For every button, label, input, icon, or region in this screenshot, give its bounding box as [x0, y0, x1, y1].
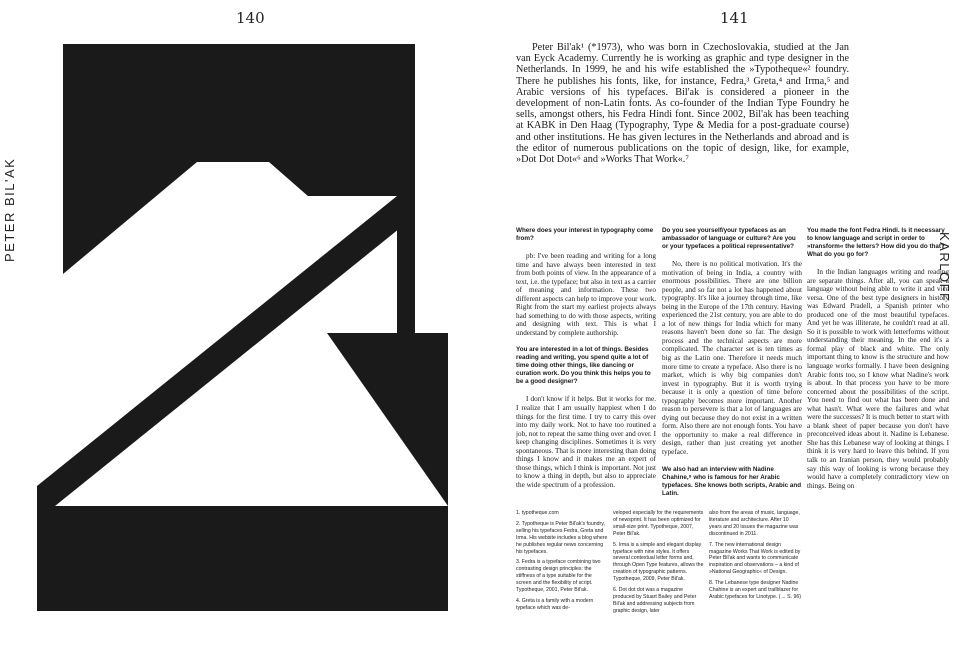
- page-number-right: 141: [720, 9, 749, 27]
- z-bottom-bar: [37, 506, 448, 611]
- interview-answer: pb: I've been reading and writing for a long time and have always been interested in text from both points of view. In the appearance of a text, i.e. the typeface; but also in text as a carrier of meaning and information. These two different aspects can help to improve your work. Right from the start my earliest projects always had something to do with those aspects, writing and designing with text. This is what I understand by complete authorship.: [516, 252, 656, 337]
- footnote: 5. Irma is a simple and elegant display typeface with nine styles. It offers several contextual letter forms and, through Open Type features, allows the creation of typographic patterns. Typotheque, 2009, Peter Bil'ak.: [613, 541, 704, 583]
- footnotes-column-3: [709, 510, 801, 605]
- side-label-right: KARLOFF: [937, 232, 952, 303]
- bio-paragraph: Peter Bil'ak¹ (*1973), who was born in Czechoslovakia, studied at the Jan van Eyck Academy. Currently he is working as graphic and type designer in the Netherlands. In 1999, he and his wife established the »Typotheque«² foundry. There he publishes his fonts, like, for instance, Fedra,³ Greta,⁴ and Irma,⁵ and Arabic versions of his typefaces. Bil'ak is considered a pioneer in the development of non-Latin fonts. As co-founder of the Indian Type Foundry he sells, amongst others, his Fedra Hindi font. Since 2002, Bil'ak has been teaching at KABK in Den Haag (Typography, Type & Media for a post-graduate course) and other institutions. He has given lectures in the Netherlands and abroad and is the editor of numerous publications on the topic of design, like, for example, »Dot Dot Dot«⁶ and »Works That Work«.⁷: [516, 42, 849, 166]
- interview-question: You are interested in a lot of things. Besides reading and writing, you spend quite a lot of time doing other things, like dancing or curation work. Do you think this helps you to be a good designer?: [516, 346, 651, 386]
- footnote: 2. Typotheque is Peter Bil'ak's foundry, selling his typefaces Fedra, Greta and Irma. His website includes a blog where he publishes regular news concerning his typefaces.: [516, 520, 608, 555]
- interview-column-1: [516, 227, 656, 498]
- footnote: veloped especially for the requirements of newsprint. It has been optimized for small-size print. Typotheque, 2007, Peter Bil'ak.: [613, 510, 704, 537]
- interview-question: We also had an interview with Nadine Chahine,⁸ who is famous for her Arabic typefaces. She knows both scripts, Arabic and Latin.: [662, 465, 802, 497]
- interview-column-3: [807, 227, 949, 499]
- footnotes-column-1: [516, 510, 608, 616]
- footnote: 8. The Lebanese type designer Nadine Chahine is an expert and trailblazer for Arabic typefaces for Linotype. (→ S. 96): [709, 580, 801, 600]
- footnotes-column-2: [613, 510, 705, 619]
- page-number-left: 140: [236, 9, 265, 27]
- footnote: 4. Greta is a family with a modern typeface which was de-: [516, 597, 594, 611]
- z-left-wedge: [63, 162, 197, 274]
- interview-question: Do you see yourself/your typefaces as an ambassador of language or culture? Are you or your typefaces a political representative?: [662, 227, 796, 250]
- interview-column-2: [662, 227, 802, 507]
- footnote: also from the areas of music, language, literature and architecture. After 10 years and 20 issues the magazine was discontinued in 2011.: [709, 510, 800, 537]
- z-lower-right-wedge: [327, 333, 448, 506]
- interview-question: You made the font Fedra Hindi. Is it necessary to know language and script in order to »transform« the letters? How did you do that? What do you go for?: [807, 227, 945, 258]
- side-label-left: PETER BIL'AK: [2, 157, 17, 262]
- footnote: 7. The new international design magazine Works That Work is edited by Peter Bil'ak and wants to communicate inspiration and observations – a kind of »National Geographic« of Design.: [709, 541, 801, 576]
- footnote: 6. Dot dot dot was a magazine produced by Stuart Bailey and Peter Bil'ak and addressing subjects from graphic design, later: [613, 587, 697, 614]
- interview-question: Where does your interest in typography come from?: [516, 227, 654, 242]
- interview-answer: No, there is no political motivation. It's the motivation of being in India, a country with enormous possibilities. There are one billion people, and so far not a lot has happened about typography. It's like a journey through time, like being in the Europe of the 17th century. Having experienced the 21st century, you are able to do a lot of new things for India which for many reasons haven't been done so far. The design process and the technical aspects are more complicated. The character set is ten times as big as the Latin one. Therefore it needs much more time to create a typeface. Also there is no market, which is why big companies don't invest in typography. But it is worth trying because it is only a question of time before typography becomes more important. Another reason to persevere is that a lot of languages are dying out because they do not exist in a written form. Also there are not enough fonts. You have the opportunity to make a real difference in design, rather than just creating yet another typeface.: [662, 260, 802, 457]
- footnote: 1. typotheque.com: [516, 510, 559, 516]
- footnote: 3. Fedra is a typeface combining two contrasting design principles: the stiffness of a type suitable for the screen and the flexibility of script. Typotheque, 2001, Peter Bil'ak.: [516, 559, 601, 594]
- interview-answer: I don't know if it helps. But it works for me. I realize that I am usually happiest when I do things for the first time. I try to carry this over into my daily work. Not to have too routined a job, not to repeat the same thing over and over. I keep changing disciplines. Sometimes it is very spontaneous. That is more interesting than doing things I know and it makes me an expert of those things, which I think is important. Not just to know a thing in depth, but also to appreciate the wide spectrum of a profession.: [516, 395, 656, 489]
- letter-z-illustration: [37, 44, 448, 611]
- interview-answer: In the Indian languages writing and reading are separate things. After all, you can speak a language without being able to write it and vice versa. One of the best type designers in history was Edward Pradell, a Spanish printer who produced one of the most beautiful typefaces. And yet he was illiterate, he couldn't read at all. So it is possible to work with letterforms without understanding their meaning. In the end it's a formal play of black and white. The only important thing to know is the structure and how language works formally. I have been designing Arabic fonts too, so I know what Nadine's work is about. In that process you have to be more concerned about the possibilities of the script. You need to find out what has been done and what hasn't. What were the failures and what were the successes? It is much better to start with a blank sheet of paper because you don't have preconceived ideas about it. Nadine is Lebanese. She has this Lebanese way of looking at things. I think it is very hard to leave this behind. If you talk to an Iranian person, they would probably say this way of looking is wrong because they would have a completely contradictory view on things. Being on: [807, 268, 949, 490]
